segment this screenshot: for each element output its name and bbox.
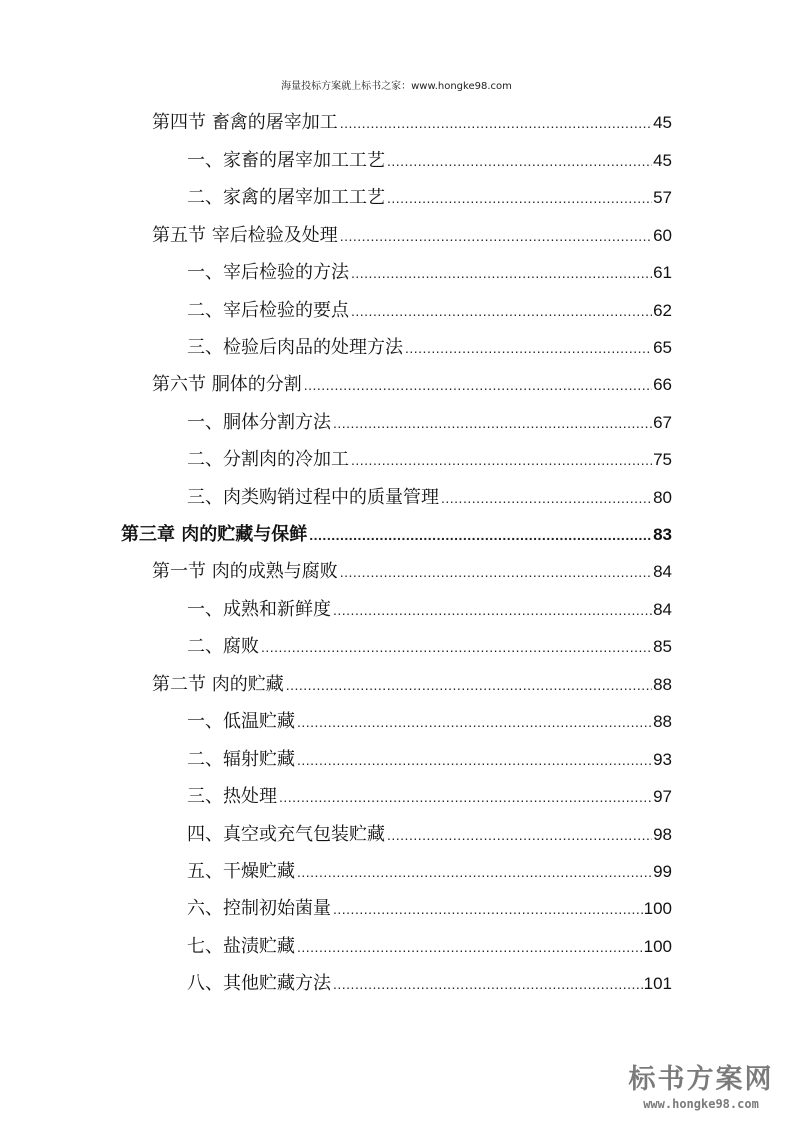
toc-leader-dots <box>340 114 652 134</box>
toc-entry-title: 二、腐败 <box>187 636 259 657</box>
toc-entry-title: 一、宰后检验的方法 <box>187 262 349 283</box>
toc-entry[interactable] <box>187 963 672 995</box>
toc-entry-page: 85 <box>653 637 672 656</box>
toc-entry-title: 二、家禽的屠宰加工工艺 <box>187 187 385 208</box>
toc-entry-title: 一、胴体分割方法 <box>187 412 331 433</box>
toc-entry-page: 45 <box>653 151 672 170</box>
toc-entry-title: 六、控制初始菌量 <box>187 898 331 919</box>
toc-entry-title: 第一节 肉的成熟与腐败 <box>152 561 338 582</box>
toc-entry-page: 57 <box>653 188 672 207</box>
toc-leader-dots <box>387 152 652 172</box>
toc-entry-page: 67 <box>653 413 672 432</box>
toc-entry-page: 99 <box>653 862 672 881</box>
toc-entry[interactable] <box>152 664 672 696</box>
toc-entry-page: 60 <box>653 226 672 245</box>
toc-entry[interactable] <box>187 140 672 172</box>
toc-entry-title: 第六节 胴体的分割 <box>152 374 302 395</box>
toc-leader-dots <box>351 451 652 471</box>
toc-entry-page: 75 <box>653 450 672 469</box>
toc-entry[interactable] <box>187 327 672 359</box>
toc-entry-title: 三、检验后肉品的处理方法 <box>187 337 403 358</box>
toc-leader-dots <box>279 788 652 808</box>
toc-entry[interactable] <box>187 814 672 846</box>
watermark-logo-text: 标书方案网 <box>628 1064 774 1095</box>
toc-chapter-entry[interactable] <box>121 514 672 546</box>
toc-entry-title: 二、辐射贮藏 <box>187 749 295 770</box>
toc-entry-title: 一、低温贮藏 <box>187 711 295 732</box>
toc-entry-page: 88 <box>653 712 672 731</box>
toc-entry[interactable] <box>152 102 672 134</box>
toc-entry[interactable] <box>152 551 672 583</box>
toc-leader-dots <box>405 339 652 359</box>
toc-entry-title: 第三章 肉的贮藏与保鲜 <box>121 524 308 545</box>
toc-entry-title: 第四节 畜禽的屠宰加工 <box>152 112 338 133</box>
toc-entry-page: 100 <box>643 937 672 956</box>
page-header: 海量投标方案就上标书之家：www.hongke98.com <box>281 81 512 92</box>
toc-leader-dots <box>351 302 652 322</box>
toc-leader-dots <box>340 563 652 583</box>
toc-entry-page: 65 <box>653 338 672 357</box>
toc-entry[interactable] <box>152 364 672 396</box>
toc-entry[interactable] <box>187 177 672 209</box>
toc-entry-title: 七、盐渍贮藏 <box>187 936 295 957</box>
toc-entry[interactable] <box>187 701 672 733</box>
toc-entry[interactable] <box>187 290 672 322</box>
toc-entry[interactable] <box>187 739 672 771</box>
toc-entry-page: 97 <box>653 787 672 806</box>
watermark-url: www.hongke98.com <box>643 1097 759 1111</box>
toc-entry-title: 三、肉类购销过程中的质量管理 <box>187 487 439 508</box>
toc-leader-dots <box>333 900 643 920</box>
toc-entry-title: 五、干燥贮藏 <box>187 861 295 882</box>
toc-leader-dots <box>297 751 652 771</box>
toc-entry-page: 101 <box>643 974 672 993</box>
toc-leader-dots <box>333 975 643 995</box>
toc-entry-title: 八、其他贮藏方法 <box>187 973 331 994</box>
toc-leader-dots <box>441 489 652 509</box>
toc-entry-page: 83 <box>653 525 672 544</box>
toc-entry[interactable] <box>187 851 672 883</box>
toc-entry-page: 84 <box>653 562 672 581</box>
toc-leader-dots <box>333 414 652 434</box>
site-watermark <box>621 1064 781 1112</box>
toc-entry-page: 93 <box>653 750 672 769</box>
toc-entry-page: 62 <box>653 301 672 320</box>
toc-entry-page: 88 <box>653 675 672 694</box>
toc-entry-title: 第五节 宰后检验及处理 <box>152 225 338 246</box>
toc-leader-dots <box>309 526 652 546</box>
toc-entry-page: 66 <box>653 375 672 394</box>
toc-entry-page: 100 <box>643 899 672 918</box>
toc-entry[interactable] <box>152 215 672 247</box>
toc-entry[interactable] <box>187 626 672 658</box>
toc-entry[interactable] <box>187 477 672 509</box>
toc-leader-dots <box>387 189 652 209</box>
toc-entry-title: 四、真空或充气包装贮藏 <box>187 824 385 845</box>
toc-entry-title: 二、分割肉的冷加工 <box>187 449 349 470</box>
toc-leader-dots <box>340 227 652 247</box>
toc-entry-title: 一、成熟和新鲜度 <box>187 599 331 620</box>
toc-entry-title: 第二节 肉的贮藏 <box>152 674 284 695</box>
toc-leader-dots <box>333 601 652 621</box>
toc-entry[interactable] <box>187 926 672 958</box>
toc-entry-title: 一、家畜的屠宰加工工艺 <box>187 150 385 171</box>
toc-entry[interactable] <box>187 776 672 808</box>
toc-entry-title: 三、热处理 <box>187 786 277 807</box>
toc-entry[interactable] <box>187 252 672 284</box>
toc-leader-dots <box>351 264 652 284</box>
toc-entry[interactable] <box>187 402 672 434</box>
toc-leader-dots <box>261 638 652 658</box>
toc-leader-dots <box>304 376 652 396</box>
toc-entry[interactable] <box>187 888 672 920</box>
toc-entry-page: 45 <box>653 113 672 132</box>
toc-entry-title: 二、宰后检验的要点 <box>187 300 349 321</box>
toc-entry-page: 84 <box>653 600 672 619</box>
toc-entry[interactable] <box>187 439 672 471</box>
toc-leader-dots <box>297 713 652 733</box>
toc-entry[interactable] <box>187 589 672 621</box>
toc-leader-dots <box>297 863 652 883</box>
toc-entry-page: 80 <box>653 488 672 507</box>
toc-leader-dots <box>286 676 652 696</box>
toc-entry-page: 98 <box>653 825 672 844</box>
toc-leader-dots <box>387 826 652 846</box>
toc-entry-page: 61 <box>653 263 672 282</box>
toc-leader-dots <box>297 938 643 958</box>
